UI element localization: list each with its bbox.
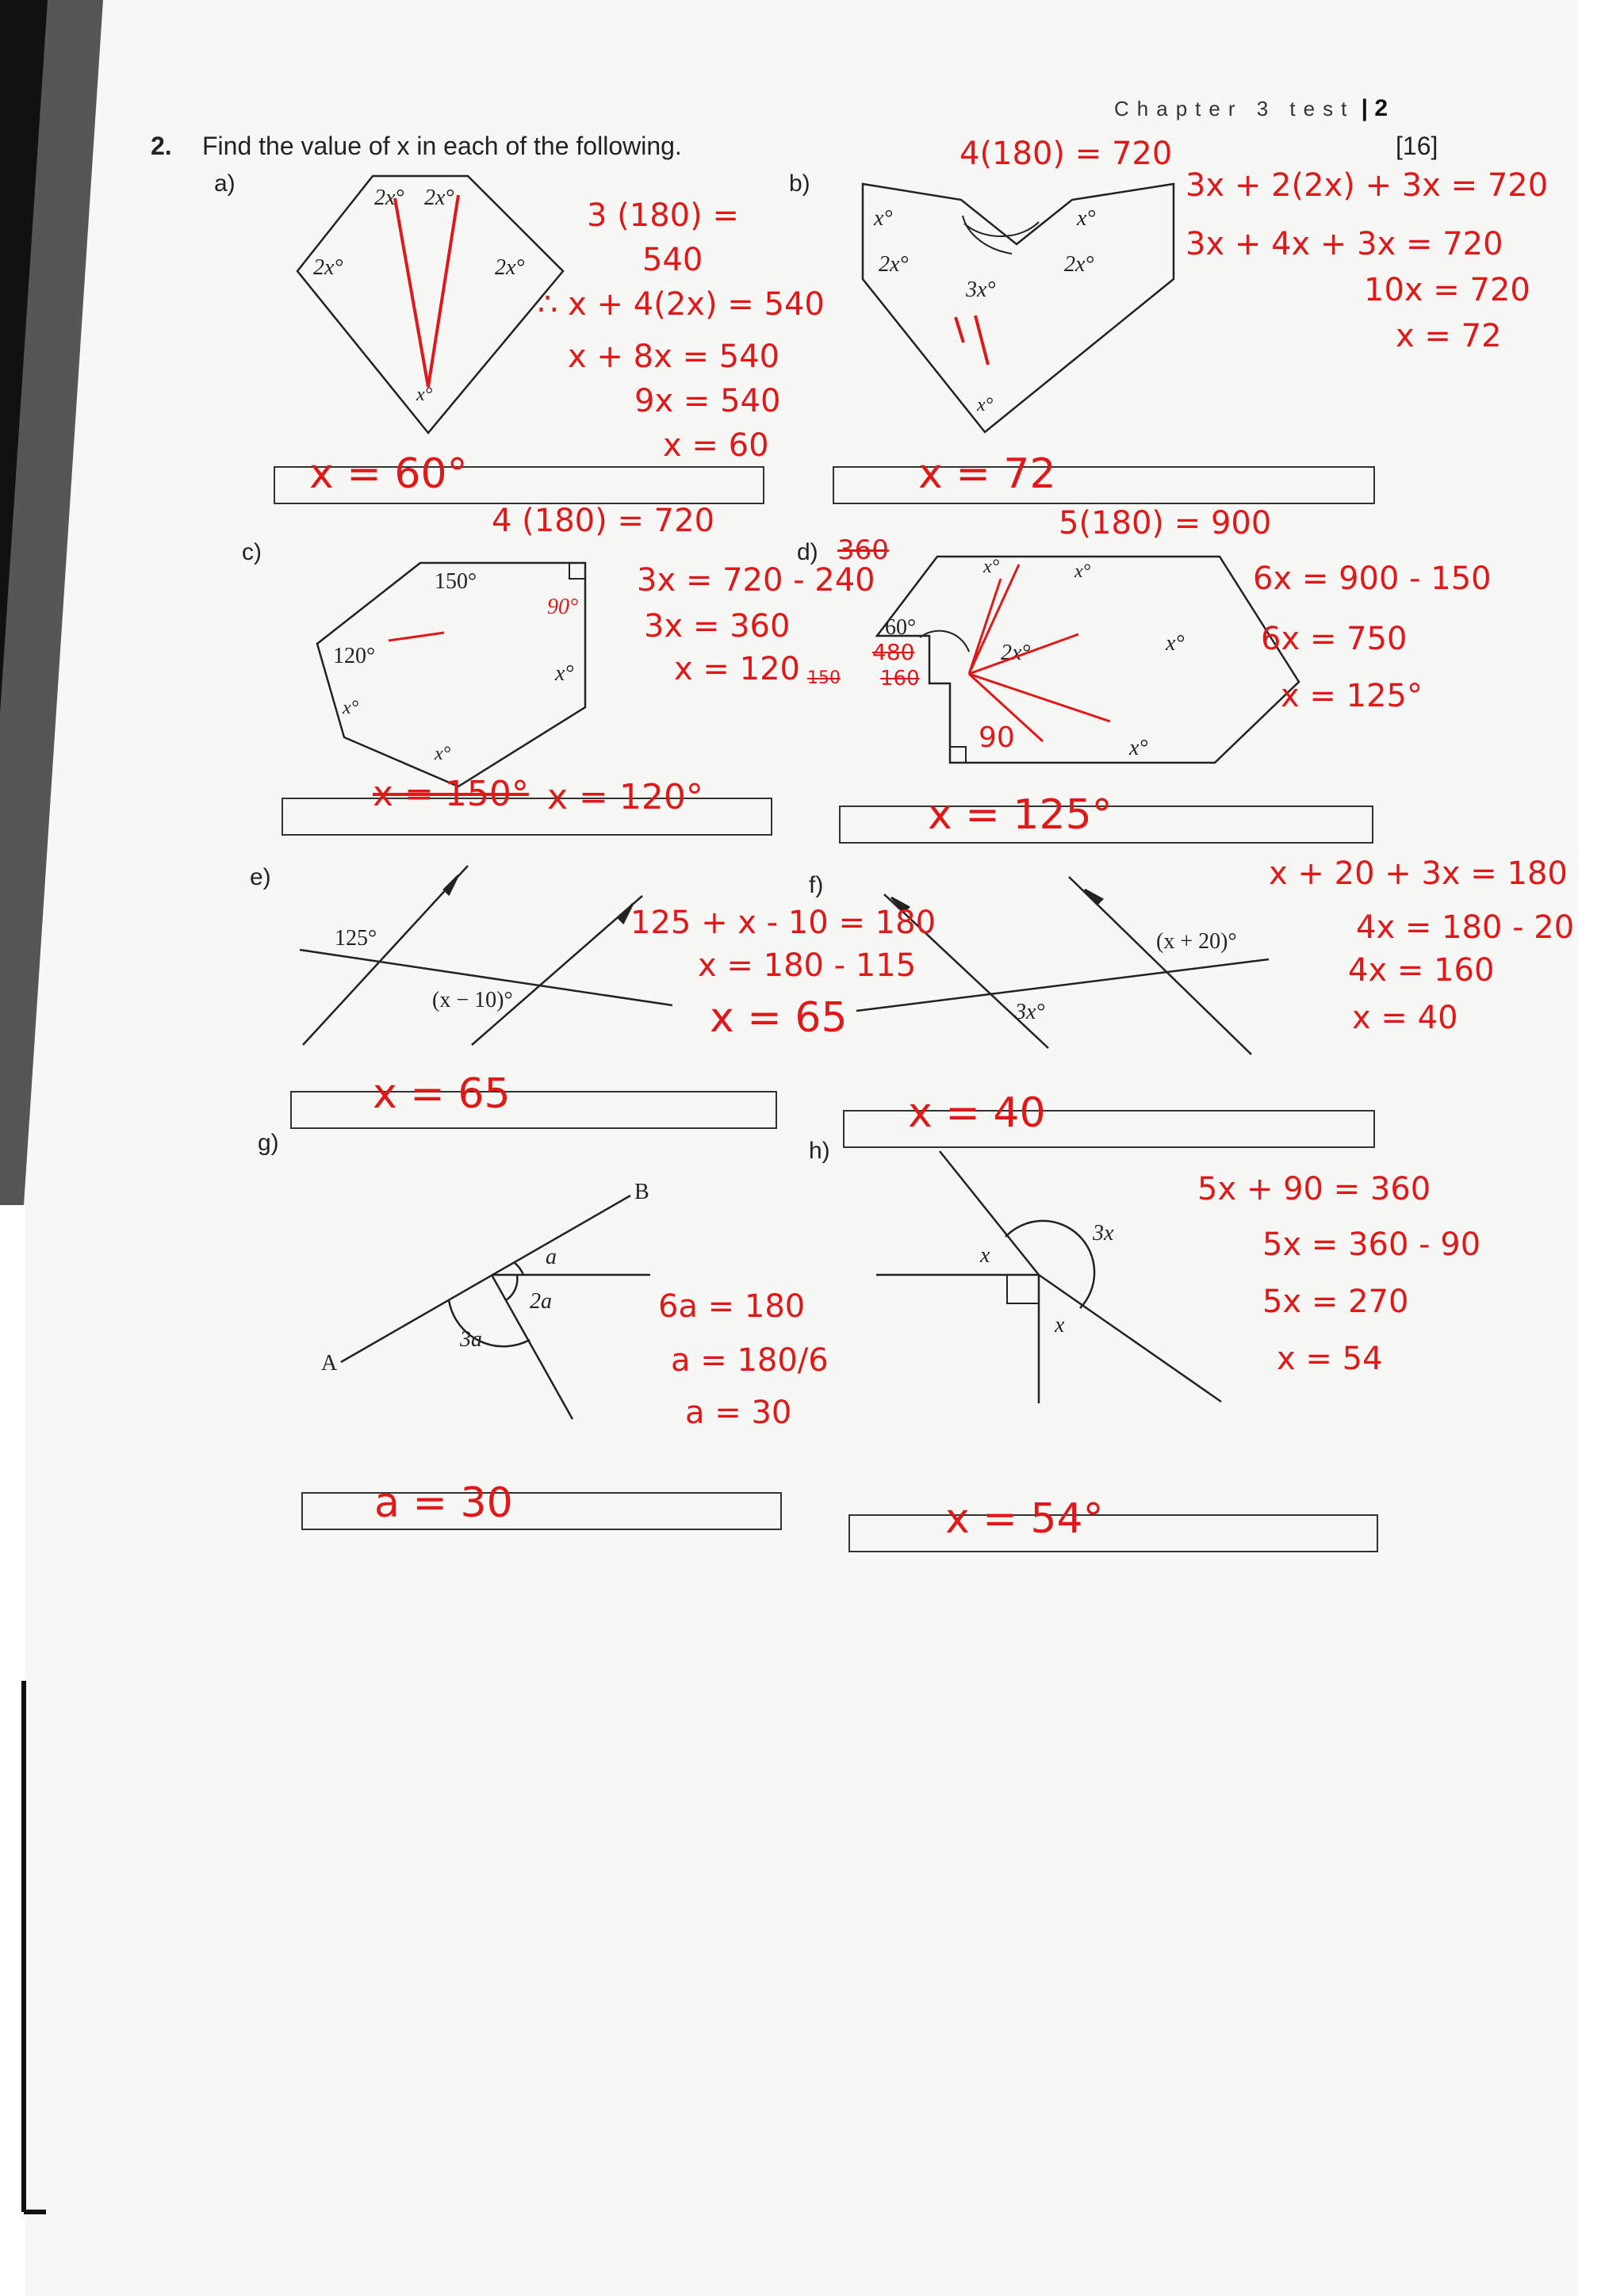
work-b-line-3: 3x + 4x + 3x = 720	[1185, 226, 1503, 262]
work-b-line-1: 4(180) = 720	[959, 136, 1173, 172]
work-c-crossed-4: 150	[807, 668, 841, 688]
fig-b-angle-4: 2x°	[1064, 252, 1094, 277]
part-h-label: h)	[809, 1138, 830, 1164]
work-c-crossed-2: 480	[872, 639, 915, 665]
work-a-line-1: 3 (180) =	[587, 197, 739, 234]
part-g-label: g)	[258, 1130, 279, 1156]
fig-c-angle-5: x°	[343, 698, 359, 718]
work-d-line-1: 5(180) = 900	[1059, 505, 1272, 541]
work-h-line-4: x = 54	[1277, 1341, 1383, 1377]
page-header: Chapter 3 test | 2	[1114, 95, 1388, 121]
fig-b-angle-1: x°	[874, 206, 893, 231]
fig-g-angle-2a: 2a	[530, 1289, 552, 1314]
fig-d-angle-4: 2x°	[1001, 641, 1031, 665]
figure-f	[856, 877, 1269, 1054]
work-b-line-5: x = 72	[1396, 318, 1502, 354]
fig-a-angle-3: 2x°	[313, 255, 343, 280]
fig-c-angle-1: 150°	[435, 569, 477, 594]
work-c-crossed-1: 360	[837, 534, 889, 566]
figure-c	[317, 563, 585, 786]
question-marks: [16]	[1396, 132, 1438, 160]
fig-f-angle-1: 3x°	[1015, 1000, 1045, 1024]
work-d-line-2: 6x = 900 - 150	[1253, 561, 1492, 597]
fig-f-angle-2: (x + 20)°	[1156, 929, 1237, 954]
fig-c-angle-4: 120°	[333, 644, 376, 668]
part-c-label: c)	[242, 539, 262, 565]
answer-b: x = 72	[918, 450, 1056, 498]
work-b-line-4: 10x = 720	[1364, 272, 1530, 308]
figure-b	[863, 184, 1174, 432]
work-a-line-6: x = 60	[663, 427, 769, 464]
fig-h-angle-x1: x	[980, 1243, 990, 1268]
fig-b-angle-6: x°	[977, 395, 994, 415]
fig-e-angle-2: (x − 10)°	[432, 988, 513, 1012]
fig-a-angle-1: 2x°	[374, 186, 404, 210]
fig-a-angle-5: x°	[416, 385, 433, 405]
part-e-label: e)	[250, 864, 271, 890]
work-b-line-2: 3x + 2(2x) + 3x = 720	[1185, 167, 1549, 204]
fig-b-ink-marks	[956, 316, 988, 365]
fig-a-angle-2: 2x°	[424, 186, 454, 210]
part-b-label: b)	[789, 170, 810, 197]
work-d-line-3: 6x = 750	[1261, 621, 1408, 657]
answer-f: x = 40	[908, 1089, 1046, 1137]
work-e-line-3: x = 65	[710, 994, 848, 1042]
fig-c-angle-3: x°	[555, 661, 574, 686]
fig-g-label-a-point: A	[321, 1351, 338, 1376]
part-a-label: a)	[214, 170, 236, 197]
work-h-line-2: 5x = 360 - 90	[1262, 1226, 1481, 1263]
work-e-line-2: x = 180 - 115	[698, 947, 917, 984]
fig-a-angle-4: 2x°	[495, 255, 525, 280]
fig-h-angle-x2: x	[1055, 1313, 1065, 1337]
fig-b-angle-2: x°	[1077, 206, 1096, 231]
work-c-line-4: x = 120	[674, 651, 800, 687]
work-g-line-2: a = 180/6	[671, 1342, 829, 1379]
work-h-line-3: 5x = 270	[1262, 1284, 1409, 1320]
work-f-line-2: 4x = 180 - 20	[1356, 909, 1575, 946]
fig-g-angle-3a: 3a	[460, 1327, 482, 1352]
fig-c-ink-line	[389, 633, 444, 641]
answer-a: x = 60°	[309, 450, 468, 498]
answer-g: a = 30	[374, 1479, 513, 1527]
work-c-line-3: 3x = 360	[644, 608, 791, 645]
answer-c-crossed: x = 150°	[373, 774, 529, 814]
fig-h-angle-3x: 3x	[1093, 1221, 1114, 1246]
fig-d-angle-5: x°	[1166, 631, 1185, 656]
work-f-line-1: x + 20 + 3x = 180	[1269, 855, 1568, 892]
question-text: Find the value of x in each of the following.	[202, 132, 682, 160]
part-d-label: d)	[797, 539, 818, 565]
work-e-line-1: 125 + x - 10 = 180	[630, 905, 936, 941]
answer-h: x = 54°	[945, 1495, 1104, 1543]
work-f-line-3: 4x = 160	[1348, 952, 1495, 989]
fig-a-ink-lines	[395, 195, 458, 387]
page-number: 2	[1374, 95, 1388, 121]
fig-d-angle-1: x°	[983, 557, 1000, 577]
answer-d: x = 125°	[928, 791, 1113, 839]
fig-d-angle-6: x°	[1129, 736, 1148, 760]
work-a-line-3: ∴ x + 4(2x) = 540	[538, 286, 825, 323]
fig-d-angle-2: x°	[1074, 561, 1091, 582]
fig-b-angle-3: 2x°	[879, 252, 909, 277]
fig-d-angle-3: 60°	[885, 615, 917, 640]
work-a-line-4: x + 8x = 540	[568, 339, 780, 375]
question-number: 2.	[151, 132, 172, 160]
work-a-line-2: 540	[642, 242, 703, 278]
work-c-line-1: 4 (180) = 720	[492, 503, 715, 539]
work-c-crossed-3: 160	[880, 667, 920, 691]
header-title: Chapter 3 test	[1114, 97, 1355, 121]
work-g-line-1: 6a = 180	[658, 1288, 806, 1325]
work-c-line-2: 3x = 720 - 240	[637, 562, 875, 599]
figure-h	[876, 1151, 1221, 1403]
fig-d-ink-lines	[969, 564, 1110, 741]
fig-e-angle-1: 125°	[335, 926, 377, 951]
figure-e	[300, 866, 672, 1045]
figure-d	[877, 557, 1299, 763]
fig-g-label-b: B	[634, 1180, 649, 1204]
work-h-line-1: 5x + 90 = 360	[1197, 1171, 1431, 1207]
work-d-line-4: x = 125°	[1281, 678, 1423, 714]
fig-g-angle-a: a	[546, 1245, 557, 1269]
fig-d-angle-7: 90	[979, 721, 1015, 754]
answer-c: x = 120°	[547, 777, 703, 817]
work-g-line-3: a = 30	[685, 1395, 792, 1431]
work-a-line-5: 9x = 540	[634, 383, 781, 419]
figure-g	[341, 1196, 650, 1419]
part-f-label: f)	[809, 872, 824, 898]
fig-c-angle-2: 90°	[547, 595, 579, 619]
fig-c-angle-6: x°	[435, 744, 451, 764]
work-f-line-4: x = 40	[1352, 1000, 1458, 1036]
fig-b-angle-5: 3x°	[966, 277, 996, 302]
answer-e: x = 65	[373, 1070, 511, 1118]
